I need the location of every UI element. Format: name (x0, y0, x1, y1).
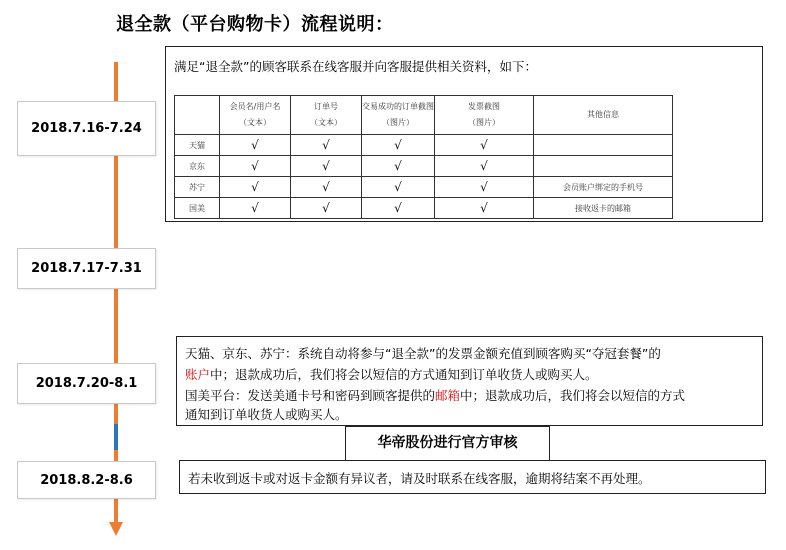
check-icon: √ (435, 156, 534, 177)
table-header-row (175, 96, 673, 135)
step3-line2 (185, 364, 598, 385)
header-label: 交易成功的订单截图 (362, 102, 434, 111)
date-box-3: 2018.7.20-8.1 (17, 363, 156, 404)
table-header-cell (534, 96, 673, 135)
step3-line1: 天猫、京东、苏宁：系统自动将参与“退全款”的发票金额充值到顾客购买“夺冠套餐”的 (185, 346, 661, 361)
header-type: （图片） (382, 118, 414, 127)
check-icon: √ (291, 135, 362, 156)
step1-panel (165, 46, 763, 222)
step1-intro: 满足“退全款”的顾客联系在线客服并向客服提供相关资料，如下： (174, 59, 537, 74)
step3-panel (176, 336, 763, 426)
step3-line3 (185, 385, 685, 406)
check-icon: √ (362, 156, 435, 177)
check-icon: √ (220, 135, 291, 156)
review-label: 华帝股份进行官方审核 (345, 426, 550, 460)
check-icon: √ (362, 177, 435, 198)
check-icon: √ (362, 135, 435, 156)
header-label: 其他信息 (587, 110, 619, 119)
step4-panel (179, 460, 766, 494)
table-header-cell (291, 96, 362, 135)
header-type: （图片） (468, 118, 500, 127)
highlight-email: 邮箱 (435, 388, 461, 403)
header-type: （文本） (239, 118, 271, 127)
table-row (175, 135, 673, 156)
table-row (175, 156, 673, 177)
table-header-cell (362, 96, 435, 135)
step3-line2-text: 中；退款成功后，我们将会以短信的方式通知到订单收货人或购买人。 (210, 367, 598, 382)
page-title: 退全款（平台购物卡）流程说明： (116, 14, 394, 35)
other-info-cell (534, 135, 673, 156)
check-icon: √ (220, 177, 291, 198)
date-box-1: 2018.7.16-7.24 (17, 101, 156, 156)
table-row (175, 177, 673, 198)
check-icon: √ (362, 198, 435, 219)
table-header-cell (175, 96, 220, 135)
date-box-2: 2018.7.17-7.31 (17, 248, 156, 289)
header-type: （文本） (310, 118, 342, 127)
materials-table (174, 95, 673, 219)
platform-cell: 苏宁 (175, 177, 220, 198)
table-header-cell (435, 96, 534, 135)
date-box-4: 2018.8.2-8.6 (17, 461, 156, 499)
other-info-cell: 会员账户绑定的手机号 (534, 177, 673, 198)
check-icon: √ (291, 156, 362, 177)
step4-text: 若未收到返卡或对返卡金额有异议者，请及时联系在线客服，逾期将结案不再处理。 (188, 471, 651, 486)
check-icon: √ (220, 198, 291, 219)
check-icon: √ (435, 198, 534, 219)
check-icon: √ (291, 198, 362, 219)
other-info-cell (534, 156, 673, 177)
check-icon: √ (220, 156, 291, 177)
highlight-account: 账户 (185, 367, 211, 382)
check-icon: √ (435, 177, 534, 198)
check-icon: √ (291, 177, 362, 198)
arrow-down-icon (109, 522, 123, 536)
table-header-cell (220, 96, 291, 135)
step3-line4: 通知到订单收货人或购买人。 (185, 407, 348, 422)
timeline-segment (114, 424, 118, 450)
other-info-cell: 接收返卡的邮箱 (534, 198, 673, 219)
header-label: 会员名/用户名 (229, 102, 281, 111)
step3-line3-pre: 国美平台：发送美通卡号和密码到顾客提供的 (185, 388, 436, 403)
header-label: 发票截图 (468, 102, 500, 111)
table-row (175, 198, 673, 219)
header-label: 订单号 (314, 102, 338, 111)
platform-cell: 京东 (175, 156, 220, 177)
step3-line3-post: 中；退款成功后，我们将会以短信的方式 (460, 388, 686, 403)
platform-cell: 国美 (175, 198, 220, 219)
platform-cell: 天猫 (175, 135, 220, 156)
check-icon: √ (435, 135, 534, 156)
